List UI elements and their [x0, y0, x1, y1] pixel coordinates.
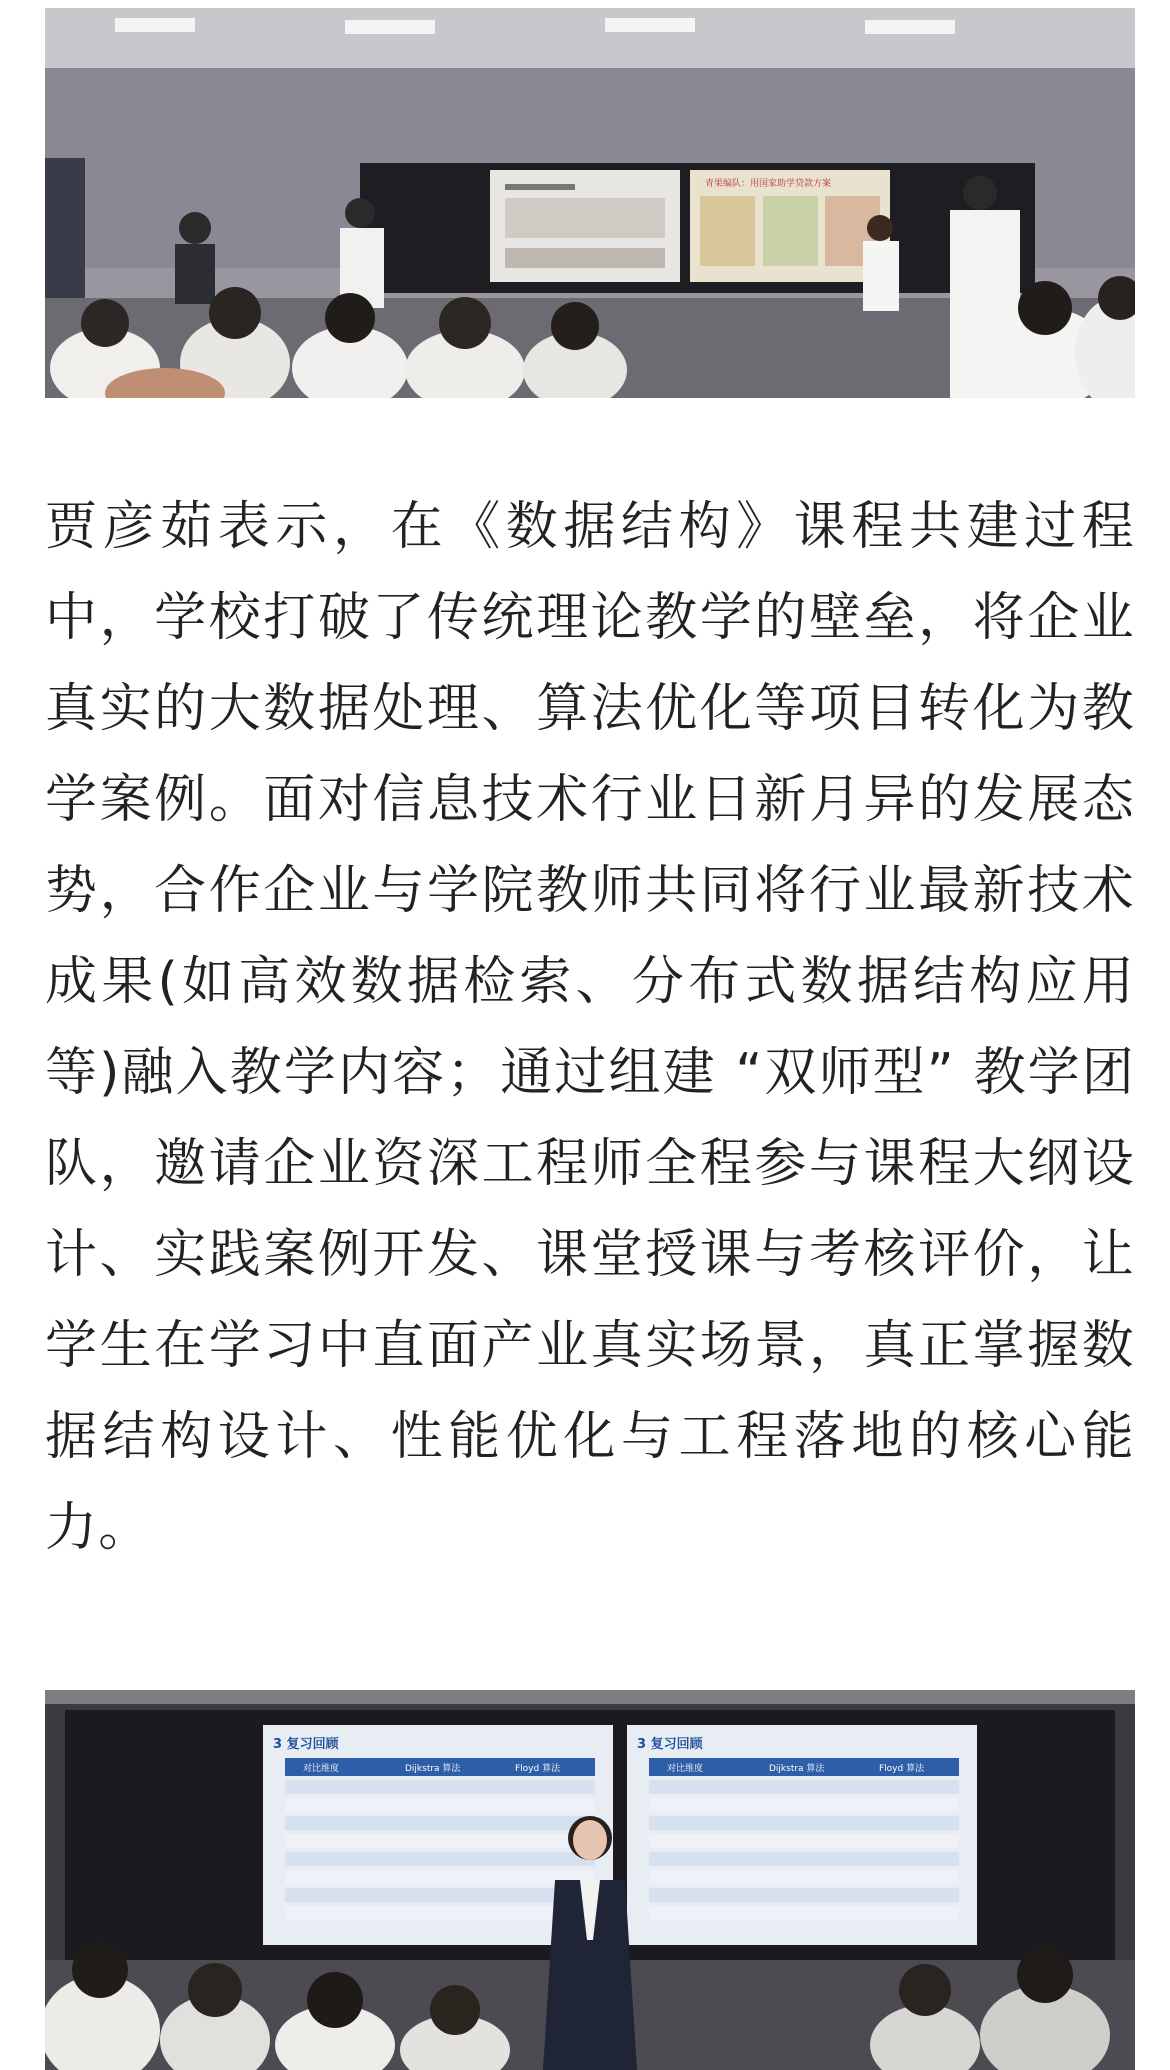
- table-header-cell: Dijkstra 算法: [769, 1764, 825, 1774]
- classroom-scene-bottom: [45, 1690, 1135, 2070]
- table-header-cell: 对比维度: [667, 1764, 704, 1774]
- table-header-cell: Floyd 算法: [879, 1764, 925, 1774]
- classroom-scene-top: [45, 8, 1135, 398]
- article-paragraph: 贾彦茹表示，在《数据结构》课程共建过程中，学校打破了传统理论教学的壁垒，将企业真实的大数据处理、算法优化等项目转化为教学案例。面对信息技术行业日新月异的发展态势，合作企业与学院教师共同将行业最新技术成果(如高效数据检索、分布式数据结构应用等)融入教学内容；通过组建 “双师型” 教学团队，邀请企业资深工程师全程参与课程大纲设计、实践案例开发、课堂授课与考核评价，让学生在学习中直面产业真实场景，真正掌握数据结构设计、性能优化与工程落地的核心能力。: [45, 497, 1135, 1558]
- classroom-photo-bottom: [45, 1690, 1135, 2070]
- table-header-cell: Dijkstra 算法: [405, 1764, 461, 1774]
- slide-title-right: 3 复习回顾: [637, 1737, 703, 1752]
- slide-title-top: 青果编队：用国家助学贷款方案: [705, 179, 832, 189]
- table-header-cell: 对比维度: [303, 1764, 340, 1774]
- classroom-photo-top: [45, 8, 1135, 398]
- table-header-cell: Floyd 算法: [515, 1764, 561, 1774]
- slide-title-left: 3 复习回顾: [273, 1737, 339, 1752]
